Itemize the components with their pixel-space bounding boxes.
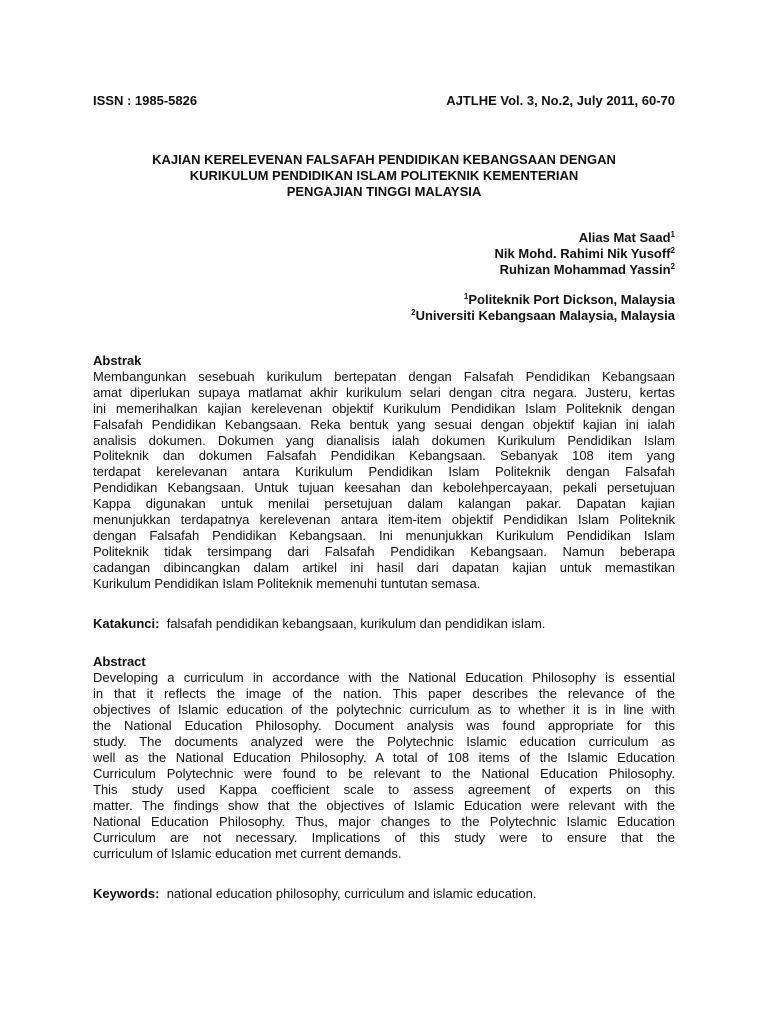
abstrak-line: Kurikulum Pendidikan Islam Politeknik memenuhi tuntutan semasa. [93, 575, 481, 591]
author-name: Nik Mohd. Rahimi Nik Yusoff [494, 246, 671, 261]
abstract-line: Curriculum Polytechnic were found to be relevant to the National Education Philosophy. [93, 766, 675, 781]
abstract-line: study. The documents analyzed were the Polytechnic Islamic education curriculum as [93, 734, 675, 749]
abstract-heading: Abstract [93, 654, 146, 669]
abstract-line: matter. The findings show that the objectives of Islamic Education were relevant with the [93, 798, 675, 813]
author-name: Ruhizan Mohammad Yassin [499, 262, 671, 277]
abstrak-line: ini memerihalkan kajian kerelevenan objektif Kurikulum Pendidikan Islam Politeknik dengan [93, 400, 675, 416]
affiliation-mark: 2 [411, 308, 416, 317]
abstrak-section [93, 353, 675, 592]
abstract-line: in that it reflects the image of the nation. This paper describes the relevance of the [93, 686, 675, 701]
abstract-line: This study used Kappa coefficient scale to assess agreement of experts on this [93, 782, 675, 797]
abstrak-line: Membangunkan sesebuah kurikulum bertepatan dengan Falsafah Pendidikan Kebangsaan [93, 368, 675, 384]
keywords-line [93, 886, 675, 901]
abstract-line: National Education Philosophy. Thus, major changes to the Polytechnic Islamic Education [93, 814, 675, 829]
abstract-line: Curriculum are not necessary. Implications of this study were to ensure that the [93, 830, 675, 845]
keywords-label: Keywords: [93, 886, 160, 901]
abstract-line: objectives of Islamic education of the polytechnic curriculum as to whether it is in line with [93, 702, 675, 717]
abstrak-line: Politeknik dan dokumen Falsafah Pendidikan Kebangsaan. Sebanyak 108 item yang [93, 448, 675, 464]
paper-title [93, 152, 675, 200]
author-affiliation-mark: 1 [670, 230, 675, 239]
issn-label: ISSN : 1985-5826 [93, 93, 198, 108]
journal-citation: AJTLHE Vol. 3, No.2, July 2011, 60-70 [446, 93, 675, 108]
title-line: PENGAJIAN TINGGI MALAYSIA [286, 184, 482, 199]
affiliation-mark: 1 [463, 292, 469, 301]
abstrak-line: menunjukkan terdapatnya kerelevenan antara item-item objektif Pendidikan Islam Politeknik [93, 512, 675, 528]
keywords-text: national education philosophy, curriculum and islamic education. [166, 886, 537, 901]
abstrak-heading: Abstrak [93, 353, 142, 368]
abstract-section [93, 654, 675, 862]
author-entry [495, 230, 675, 246]
author-affiliation-mark: 2 [670, 262, 675, 271]
abstract-line: the National Education Philosophy. Document analysis was found appropriate for this [93, 718, 675, 733]
abstrak-line: analisis dokumen. Dokumen yang dianalisis ialah dokumen Kurikulum Pendidikan Islam [93, 432, 675, 448]
author-list [495, 230, 675, 278]
title-line: KURIKULUM PENDIDIKAN ISLAM POLITEKNIK KEMENTERIAN [189, 168, 579, 183]
author-affiliation-mark: 2 [670, 246, 675, 255]
abstrak-line: Falsafah Pendidikan Kebangsaan. Reka bentuk yang sesuai dengan objektif kajian ini ialah [93, 416, 675, 432]
affiliation-name: Politeknik Port Dickson, Malaysia [468, 292, 675, 307]
title-line: KAJIAN KERELEVENAN FALSAFAH PENDIDIKAN KEBANGSAAN DENGAN [152, 152, 616, 167]
katakunci-line [93, 616, 675, 631]
abstrak-line: cadangan dibincangkan dalam artikel ini hasil dari dapatan kajian untuk memastikan [93, 559, 675, 575]
abstrak-line: amat diperlukan supaya matlamat akhir kurikulum selari dengan citra negara. Justeru, kertas [93, 384, 675, 400]
abstrak-line: Kappa digunakan untuk menilai persetujuan dalam kalangan pakar. Dapatan kajian [93, 496, 675, 512]
abstract-line: curriculum of Islamic education met current demands. [93, 846, 402, 861]
author-name: Alias Mat Saad [578, 230, 671, 245]
abstract-line: Developing a curriculum in accordance with the National Education Philosophy is essential [93, 670, 675, 685]
katakunci-label: Katakunci: [93, 616, 160, 631]
abstrak-line: terdapat kerelevanan antara Kurikulum Pendidikan Islam Politeknik dengan Falsafah [93, 464, 675, 480]
abstrak-line: Pendidikan Kebangsaan. Untuk tujuan keesahan dan kebolehpercayaan, pekali persetujuan [93, 480, 675, 496]
affiliation-entry [411, 308, 675, 324]
abstrak-line: Politeknik tidak tersimpang dari Falsafah Pendidikan Kebangsaan. Namun beberapa [93, 543, 675, 559]
author-entry [495, 246, 675, 262]
abstract-line: well as the National Education Philosophy. A total of 108 items of the Islamic Education [93, 750, 675, 765]
abstrak-line: dengan Falsafah Pendidikan Kebangsaan. Ini menunjukkan Kurikulum Pendidikan Islam [93, 527, 675, 543]
katakunci-text: falsafah pendidikan kebangsaan, kurikulum dan pendidikan islam. [166, 616, 546, 631]
affiliation-entry [411, 292, 675, 308]
author-entry [495, 262, 675, 278]
affiliation-list [411, 292, 675, 324]
affiliation-name: Universiti Kebangsaan Malaysia, Malaysia [415, 308, 675, 323]
